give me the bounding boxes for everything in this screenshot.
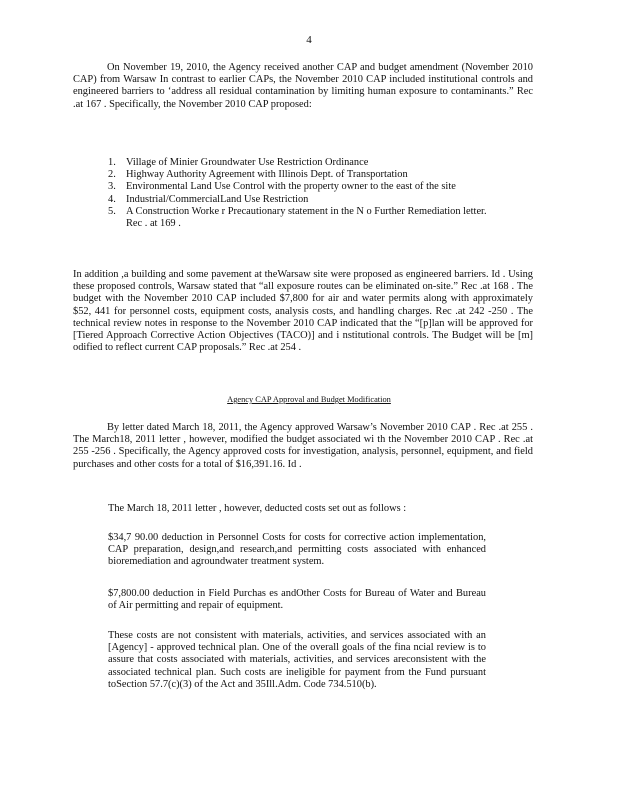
list-item-number: 4.	[108, 193, 116, 205]
intro-paragraph: On November 19, 2010, the Agency received another CAP and budget amendment (November 2010 CAP) from Warsaw In contrast to earlier CAPs, the November 2010 CAP included institutional controls and engineered barriers to ‘address all residual contamination by limiting human exposure to contaminants.” Rec .at 167 . Specifically, the November 2010 CAP proposed:	[73, 62, 533, 110]
list-item-text: Highway Authority Agreement with Illinois Dept. of Transportation	[126, 169, 408, 181]
list-item-number: 3.	[108, 181, 116, 193]
list-item	[108, 181, 498, 193]
list-item-text: A Construction Worke r Precautionary statement in the N o Further Remediation letter. Rec . at 169 .	[126, 205, 487, 230]
deduction-intro: The March 18, 2011 letter , however, deducted costs set out as follows :	[108, 503, 407, 514]
list-item	[108, 157, 498, 169]
list-item-number: 2.	[108, 169, 116, 181]
addition-paragraph: In addition ,a building and some pavement at theWarsaw site were proposed as engineered barriers. Id . Using these proposed controls, Warsaw stated that “all exposure routes can be eliminated on-site.” Rec .at 168 . The budget with the November 2010 CAP included $7,800 for air and water permits along with approximately $52, 441 for personnel costs, equipment costs, analysis costs, and handling charges. Rec .at 242 -250 . The technical review notes in response to the November 2010 CAP indicated that the “[p]lan will be approved for [Tiered Approach Corrective Action Objectives (TACO)] and i nstitutional controls. The Budget will be [m] odified to reflect current CAP proposals.” Rec .at 254 .	[73, 269, 533, 354]
list-item-text: Village of Minier Groundwater Use Restriction Ordinance	[126, 157, 369, 168]
list-item	[108, 169, 498, 181]
deduction-field-purchases: $7,800.00 deduction in Field Purchas es andOther Costs for Bureau of Water and Bureau of Air permitting and repair of equipment.	[108, 588, 486, 612]
list-item	[108, 194, 498, 206]
proposed-controls-list	[108, 157, 498, 230]
deduction-rationale: These costs are not consistent with materials, activities, and services associated with an [Agency] - approved technical plan. One of the overall goals of the fina ncial review is to assure that costs associated with materials, activities, and services areconsistent with the associated technical plan. Such costs are ineligible for payment from the Fund pursuant toSection 57.7(c)(3) of the Act and 35Ill.Adm. Code 734.510(b).	[108, 630, 486, 690]
page-number: 4	[306, 34, 312, 46]
section-heading-text: Agency CAP Approval and Budget Modification	[227, 395, 391, 404]
approval-paragraph: By letter dated March 18, 2011, the Agency approved Warsaw’s November 2010 CAP . Rec .at 255 . The March18, 2011 letter , however, modified the budget associated wi th the November 2010 CAP . Rec .at 255 -256 . Specifically, the Agency approved costs for investigation, analysis, personnel, equipment, and field purchases and other costs for a total of $16,391.16. Id .	[73, 422, 533, 470]
list-item-text: Environmental Land Use Control with the property owner to the east of the site	[126, 181, 456, 193]
list-item-number: 5.	[108, 205, 116, 217]
section-heading	[0, 394, 618, 406]
list-item	[108, 206, 498, 230]
deduction-personnel: $34,7 90.00 deduction in Personnel Costs for costs for corrective action implementation, CAP preparation, design,and research,and permitting costs associated with enhanced bioremediation and agroundwater treatment system.	[108, 532, 486, 568]
list-item-text: Industrial/CommercialLand Use Restriction	[126, 193, 309, 205]
list-item-number: 1.	[108, 157, 116, 168]
